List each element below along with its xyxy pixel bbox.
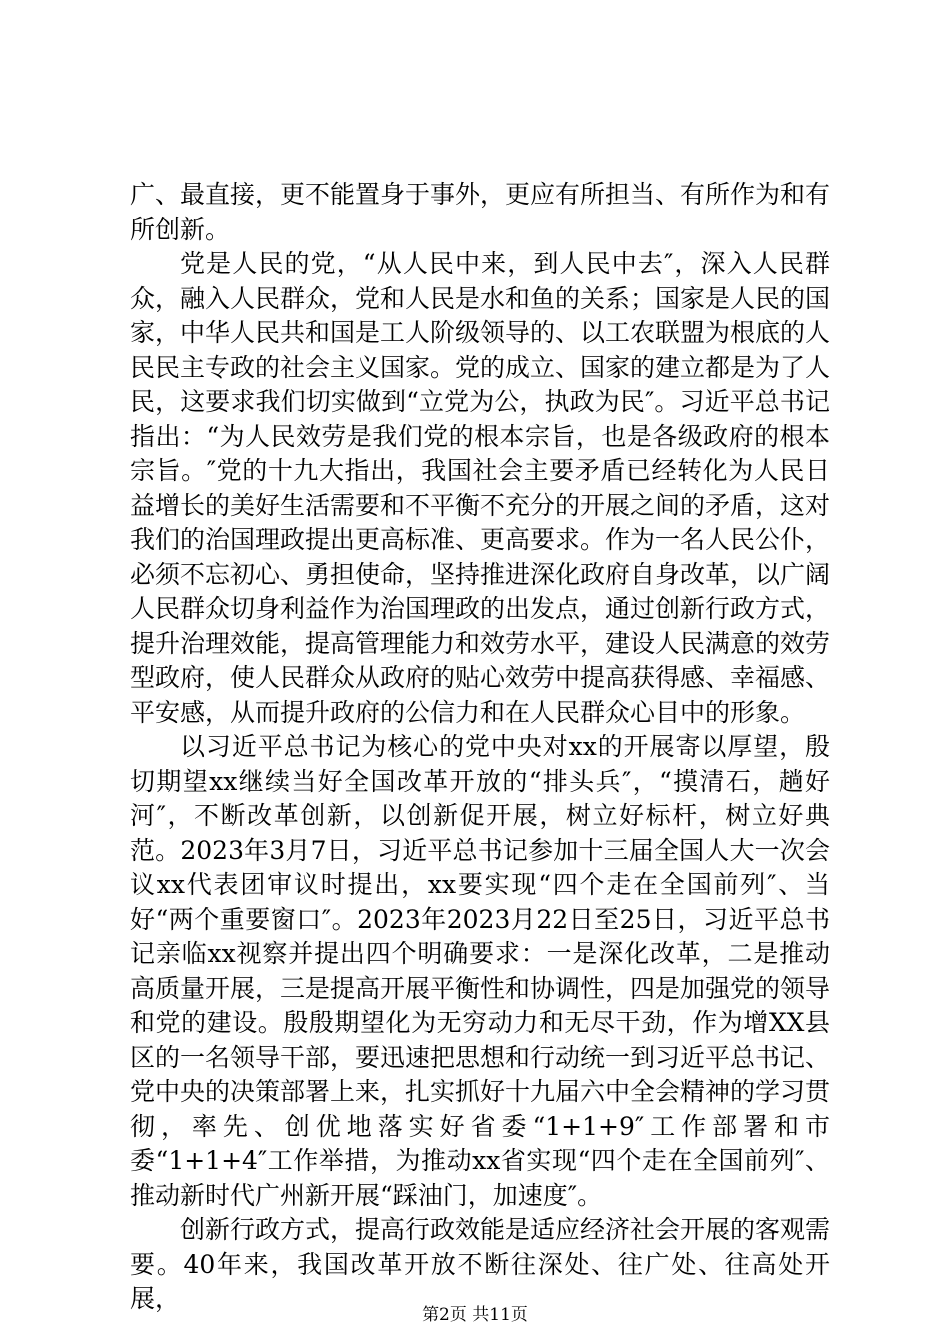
paragraph-administrative-innovation: 创新行政方式，提高行政效能是适应经济社会开展的客观需要。40年来，我国改革开放不断往深处、往广处、往高处开展， bbox=[130, 1215, 831, 1313]
paragraph-party-and-people: 党是人民的党，“从人民中来，到人民中去″，深入人民群众，融入人民群众，党和人民是水和鱼的关系；国家是人民的国家，中华人民共和国是工人阶级领导的、以工农联盟为根底的人民民主专政的社会主义国家。党的成立、国家的建立都是为了人民，这要求我们切实做到“立党为公，执政为民″。习近平总书记指出：“为人民效劳是我们党的根本宗旨，也是各级政府的根本宗旨。″党的十九大指出，我国社会主要矛盾已经转化为人民日益增长的美好生活需要和不平衡不充分的开展之间的矛盾，这对我们的治国理政提出更高标准、更高要求。作为一名人民公仆，必须不忘初心、勇担使命，坚持推进深化政府自身改革，以广阔人民群众切身利益作为治国理政的出发点，通过创新行政方式，提升治理效能，提高管理能力和效劳水平，建设人民满意的效劳型政府，使人民群众从政府的贴心效劳中提高获得感、幸福感、平安感，从而提升政府的公信力和在人民群众心目中的形象。 bbox=[130, 249, 831, 727]
page-footer: 第2页 共11页 bbox=[422, 1305, 528, 1325]
document-body bbox=[130, 178, 830, 1317]
paragraph-continuation: 广、最直接，更不能置身于事外，更应有所担当、有所作为和有所创新。 bbox=[130, 180, 831, 244]
paragraph-central-expectations: 以习近平总书记为核心的党中央对xx的开展寄以厚望，殷切期望xx继续当好全国改革开放的“排头兵″，“摸清石，趟好河″，不断改革创新，以创新促开展，树立好标杆，树立好典范。2023年3月7日，习近平总书记参加十三届全国人大一次会议xx代表团审议时提出，xx要实现“四个走在全国前列″、当好“两个重要窗口″。2023年2023月22日至25日，习近平总书记亲临xx视察并提出四个明确要求：一是深化改革，二是推动高质量开展，三是提高开展平衡性和协调性，四是加强党的领导和党的建设。殷殷期望化为无穷动力和无尽干劲，作为增XX县区的一名领导干部，要迅速把思想和行动统一到习近平总书记、党中央的决策部署上来，扎实抓好十九届六中全会精神的学习贯彻，率先、创优地落实好省委“1+1+9″工作部署和市委“1+1+4″工作举措，为推动xx省实现“四个走在全国前列″、推动新时代广州新开展“踩油门，加速度″。 bbox=[130, 732, 831, 1210]
